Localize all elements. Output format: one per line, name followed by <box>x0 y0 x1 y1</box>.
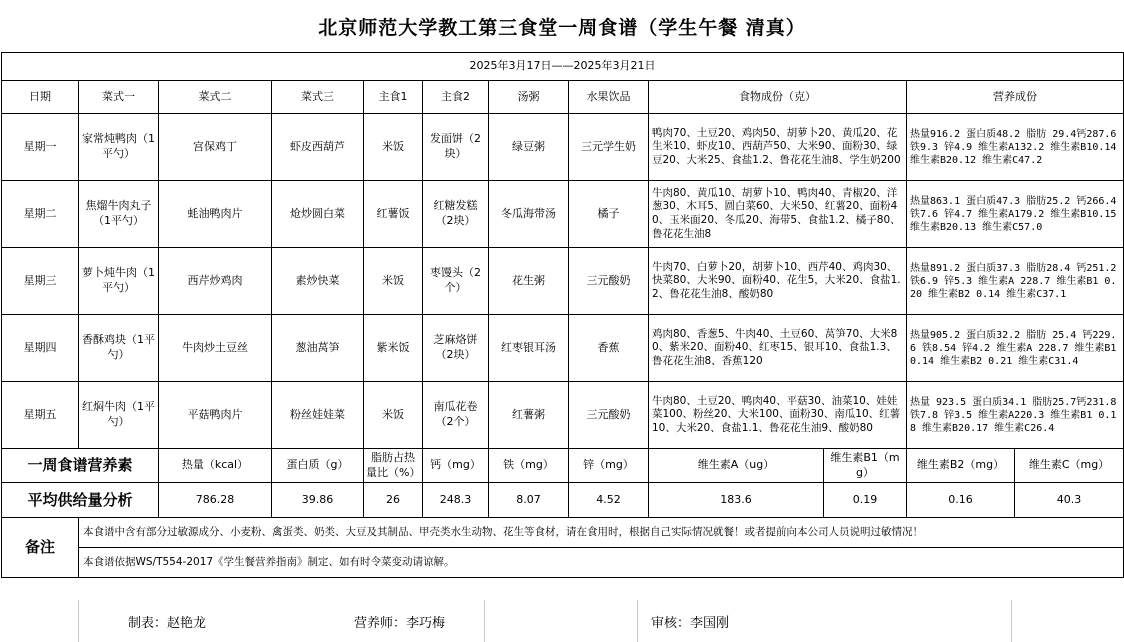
avg-value: 4.52 <box>569 483 649 518</box>
nutrient-header: 铁（mg） <box>489 449 569 483</box>
dish3-cell: 葱油莴笋 <box>272 315 364 382</box>
fruit-cell: 香蕉 <box>569 315 649 382</box>
soup-cell: 花生粥 <box>489 248 569 315</box>
nutrition-cell: 热量916.2 蛋白质48.2 脂肪 29.4钙287.6 铁9.3 锌4.9 维生素A132.2 维生素B10.14 维生素B20.12 维生素C47.2 <box>907 114 1124 181</box>
col-header-soup: 汤粥 <box>489 81 569 114</box>
col-header-ingredients: 食物成份（克） <box>649 81 907 114</box>
day-label: 星期二 <box>2 181 79 248</box>
staple1-cell: 红薯饭 <box>364 181 423 248</box>
avg-value: 0.16 <box>907 483 1015 518</box>
dish3-cell: 虾皮西葫芦 <box>272 114 364 181</box>
day-row-tuesday <box>2 181 1124 248</box>
nutrition-cell: 热量863.1 蛋白质47.3 脂肪25.2 钙266.4 铁7.6 锌4.7 维生素A179.2 维生素B10.15 维生素B20.13 维生素C57.0 <box>907 181 1124 248</box>
dish2-cell: 牛肉炒土豆丝 <box>159 315 272 382</box>
fruit-cell: 三元学生奶 <box>569 114 649 181</box>
avg-value: 0.19 <box>824 483 907 518</box>
avg-value: 26 <box>364 483 423 518</box>
col-header-date: 日期 <box>2 81 79 114</box>
nutrient-header: 维生素B2（mg） <box>907 449 1015 483</box>
staple1-cell: 米饭 <box>364 382 423 449</box>
dish3-cell: 炝炒圆白菜 <box>272 181 364 248</box>
average-supply-label: 平均供给量分析 <box>2 483 159 518</box>
day-label: 星期一 <box>2 114 79 181</box>
header-row <box>2 81 1124 114</box>
fruit-cell: 三元酸奶 <box>569 382 649 449</box>
signature-maker: 制表：赵艳龙 <box>128 615 207 631</box>
day-label: 星期五 <box>2 382 79 449</box>
soup-cell: 冬瓜海带汤 <box>489 181 569 248</box>
day-row-monday <box>2 114 1124 181</box>
dish1-cell: 香酥鸡块（1平勺） <box>79 315 159 382</box>
staple1-cell: 米饭 <box>364 248 423 315</box>
dish2-cell: 平菇鸭肉片 <box>159 382 272 449</box>
avg-value: 40.3 <box>1015 483 1124 518</box>
notes-row <box>2 548 1124 578</box>
note-allergen: 本食谱中含有部分过敏源成分、小麦粉、禽蛋类、奶类、大豆及其制品、甲壳类水生动物、花生等食材，请在食用时，根据自己实际情况就餐！或者提前向本公司人员说明过敏情况！ <box>79 518 1124 548</box>
dish3-cell: 素炒快菜 <box>272 248 364 315</box>
soup-cell: 红薯粥 <box>489 382 569 449</box>
signature-nutritionist: 营养师：李巧梅 <box>354 615 446 631</box>
ingredients-cell: 牛肉80、土豆20、鸭肉40、平菇30、油菜10、娃娃菜100、粉丝20、大米100、面粉30、南瓜10、红薯10、大米20、食盐1.1、鲁花花生油9、酸奶80 <box>649 382 907 449</box>
avg-value: 786.28 <box>159 483 272 518</box>
ingredients-cell: 牛肉70、白萝卜20，胡萝卜10、西芹40、鸡肉30、快菜80、大米90、面粉40、花生5，大米20、食盐1.2、鲁花花生油8、酸奶80 <box>649 248 907 315</box>
nutrient-header: 蛋白质（g） <box>272 449 364 483</box>
note-standard: 本食谱依据WS/T554-2017《学生餐营养指南》制定、如有时令菜变动请谅解。 <box>79 548 1124 578</box>
dish1-cell: 焦熘牛肉丸子（1平勺） <box>79 181 159 248</box>
dish1-cell: 红焖牛肉（1平勺） <box>79 382 159 449</box>
col-header-nutrition: 营养成份 <box>907 81 1124 114</box>
ingredients-cell: 鸭肉70、土豆20、鸡肉50、胡萝卜20、黄瓜20、花生米10、虾皮10、西葫芦50、大米90、面粉30、绿豆20、大米25、食盐1.2、鲁花花生油8、学生奶200 <box>649 114 907 181</box>
avg-value: 39.86 <box>272 483 364 518</box>
nutrition-cell: 热量 923.5 蛋白质34.1 脂肪25.7钙231.8 铁7.8 锌3.5 维生素A220.3 维生素B1 0.18 维生素B20.17 维生素C26.4 <box>907 382 1124 449</box>
avg-value: 8.07 <box>489 483 569 518</box>
nutrient-header: 热量（kcal） <box>159 449 272 483</box>
nutrition-cell: 热量891.2 蛋白质37.3 脂肪28.4 钙251.2 铁6.9 锌5.3 维生素A 228.7 维生素B1 0.20 维生素B2 0.14 维生素C37.1 <box>907 248 1124 315</box>
fruit-cell: 橘子 <box>569 181 649 248</box>
signature-reviewer: 审核：李国刚 <box>651 615 730 631</box>
nutrient-header: 脂肪占热量比（%） <box>364 449 423 483</box>
col-header-staple1: 主食1 <box>364 81 423 114</box>
fruit-cell: 三元酸奶 <box>569 248 649 315</box>
notes-row <box>2 518 1124 548</box>
dish1-cell: 萝卜炖牛肉（1平勺） <box>79 248 159 315</box>
staple2-cell: 红糖发糕（2块） <box>423 181 489 248</box>
col-header-dish3: 菜式三 <box>272 81 364 114</box>
divider <box>484 600 485 642</box>
menu-table <box>1 52 1124 578</box>
dish2-cell: 宫保鸡丁 <box>159 114 272 181</box>
staple2-cell: 枣馒头（2个） <box>423 248 489 315</box>
average-supply-row <box>2 483 1124 518</box>
notes-label: 备注 <box>2 518 79 578</box>
col-header-staple2: 主食2 <box>423 81 489 114</box>
soup-cell: 绿豆粥 <box>489 114 569 181</box>
staple2-cell: 芝麻烙饼（2块） <box>423 315 489 382</box>
staple2-cell: 发面饼（2块） <box>423 114 489 181</box>
nutrient-header: 钙（mg） <box>423 449 489 483</box>
nutrient-header: 维生素B1（mg） <box>824 449 907 483</box>
page-title: 北京师范大学教工第三食堂一周食谱（学生午餐 清真） <box>318 16 806 39</box>
staple1-cell: 米饭 <box>364 114 423 181</box>
staple2-cell: 南瓜花卷（2个） <box>423 382 489 449</box>
avg-value: 183.6 <box>649 483 824 518</box>
staple1-cell: 紫米饭 <box>364 315 423 382</box>
nutrition-cell: 热量905.2 蛋白质32.2 脂肪 25.4 钙229.6 铁8.54 锌4.2 维生素A 228.7 维生素B1 0.14 维生素B2 0.21 维生素C31.4 <box>907 315 1124 382</box>
nutrient-header: 维生素A（ug） <box>649 449 824 483</box>
weekly-nutrient-header-row <box>2 449 1124 483</box>
ingredients-cell: 牛肉80、黄瓜10、胡萝卜10、鸭肉40、青椒20、洋葱30、木耳5、圆白菜60、大米50、红薯20、面粉40、玉米面20、冬瓜20、海带5、食盐1.2、橘子80、鲁花花生油8 <box>649 181 907 248</box>
soup-cell: 红枣银耳汤 <box>489 315 569 382</box>
divider <box>78 600 79 642</box>
dish3-cell: 粉丝娃娃菜 <box>272 382 364 449</box>
col-header-dish1: 菜式一 <box>79 81 159 114</box>
weekly-nutrient-label: 一周食谱营养素 <box>2 449 159 483</box>
dish2-cell: 蚝油鸭肉片 <box>159 181 272 248</box>
dish1-cell: 家常炖鸭肉（1平勺） <box>79 114 159 181</box>
nutrient-header: 维生素C（mg） <box>1015 449 1124 483</box>
ingredients-cell: 鸡肉80、香葱5、牛肉40、土豆60、莴笋70、大米80、紫米20、面粉40、红枣15、银耳10、食盐1.3、鲁花花生油8、香蕉120 <box>649 315 907 382</box>
day-row-thursday <box>2 315 1124 382</box>
avg-value: 248.3 <box>423 483 489 518</box>
nutrient-header: 锌（mg） <box>569 449 649 483</box>
date-range: 2025年3月17日——2025年3月21日 <box>2 53 1124 81</box>
day-label: 星期四 <box>2 315 79 382</box>
day-row-wednesday <box>2 248 1124 315</box>
day-label: 星期三 <box>2 248 79 315</box>
dish2-cell: 西芹炒鸡肉 <box>159 248 272 315</box>
day-row-friday <box>2 382 1124 449</box>
col-header-dish2: 菜式二 <box>159 81 272 114</box>
divider <box>637 600 638 642</box>
divider <box>1011 600 1012 642</box>
col-header-fruit: 水果饮品 <box>569 81 649 114</box>
